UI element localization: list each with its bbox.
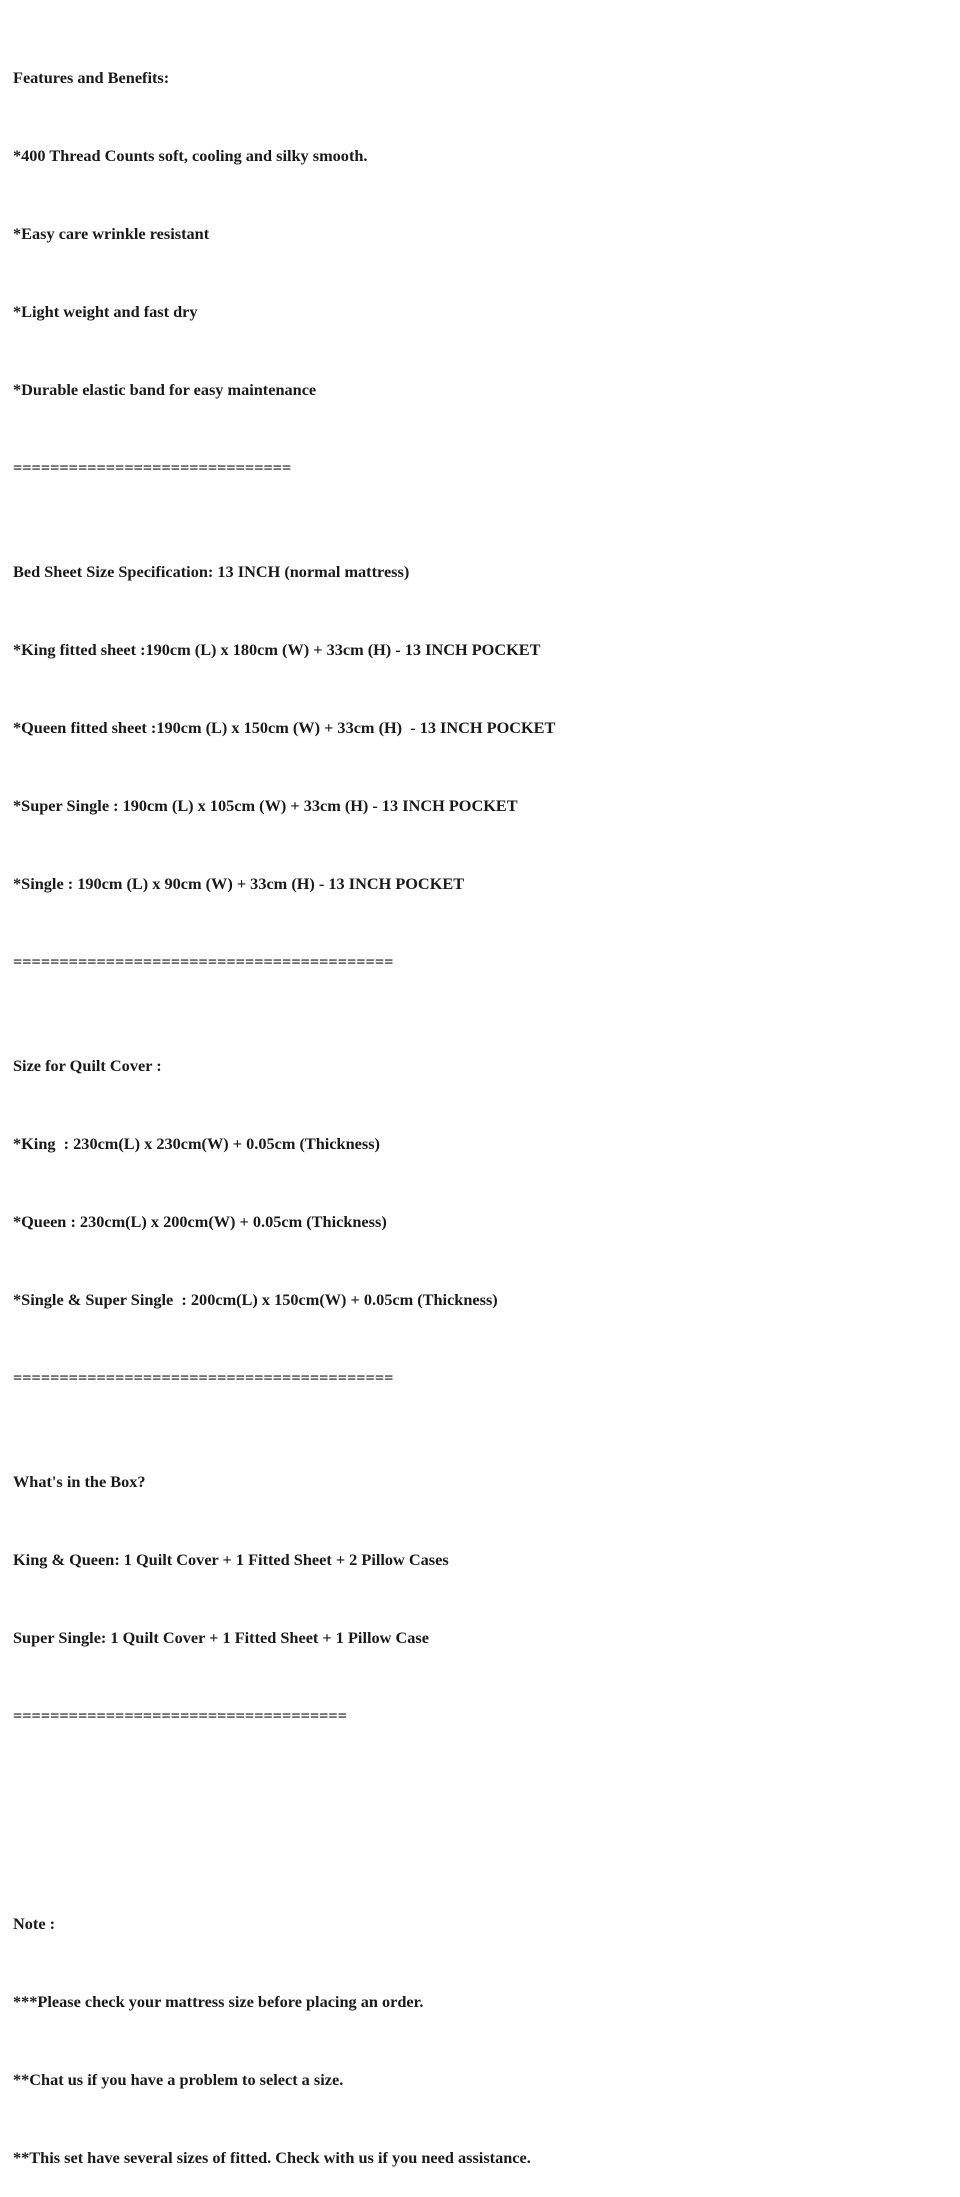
bed-sheet-heading: Bed Sheet Size Specification: 13 INCH (normal mattress) xyxy=(13,562,410,581)
separator: ========================================= xyxy=(13,1368,394,1387)
separator: ==================================== xyxy=(13,1706,347,1725)
blank-line xyxy=(13,1807,555,1833)
note-item: ***Please check your mattress size before placing an order. xyxy=(13,1992,424,2011)
separator: ========================================= xyxy=(13,952,394,971)
box-item: King & Queen: 1 Quilt Cover + 1 Fitted Sheet + 2 Pillow Cases xyxy=(13,1550,449,1569)
bed-sheet-item: *Single : 190cm (L) x 90cm (W) + 33cm (H) - 13 INCH POCKET xyxy=(13,874,465,893)
features-heading: Features and Benefits: xyxy=(13,68,170,87)
note-item: **This set have several sizes of fitted. Check with us if you need assistance. xyxy=(13,2148,531,2167)
separator: ============================== xyxy=(13,458,292,477)
quilt-cover-heading: Size for Quilt Cover : xyxy=(13,1056,162,1075)
bed-sheet-item: *Queen fitted sheet :190cm (L) x 150cm (W) + 33cm (H) - 13 INCH POCKET xyxy=(13,718,556,737)
feature-item: *Easy care wrinkle resistant xyxy=(13,224,210,243)
quilt-cover-item: *Queen : 230cm(L) x 200cm(W) + 0.05cm (Thickness) xyxy=(13,1212,387,1231)
feature-item: *400 Thread Counts soft, cooling and silky smooth. xyxy=(13,146,368,165)
box-item: Super Single: 1 Quilt Cover + 1 Fitted Sheet + 1 Pillow Case xyxy=(13,1628,429,1647)
feature-item: *Light weight and fast dry xyxy=(13,302,198,321)
quilt-cover-item: *Single & Super Single : 200cm(L) x 150cm(W) + 0.05cm (Thickness) xyxy=(13,1290,498,1309)
bed-sheet-item: *King fitted sheet :190cm (L) x 180cm (W) + 33cm (H) - 13 INCH POCKET xyxy=(13,640,541,659)
note-heading: Note : xyxy=(13,1914,56,1933)
feature-item: *Durable elastic band for easy maintenance xyxy=(13,380,317,399)
note-item: **Chat us if you have a problem to select a size. xyxy=(13,2070,344,2089)
product-description xyxy=(13,13,555,2197)
bed-sheet-item: *Super Single : 190cm (L) x 105cm (W) + 33cm (H) - 13 INCH POCKET xyxy=(13,796,518,815)
quilt-cover-item: *King : 230cm(L) x 230cm(W) + 0.05cm (Thickness) xyxy=(13,1134,380,1153)
box-heading: What's in the Box? xyxy=(13,1472,146,1491)
